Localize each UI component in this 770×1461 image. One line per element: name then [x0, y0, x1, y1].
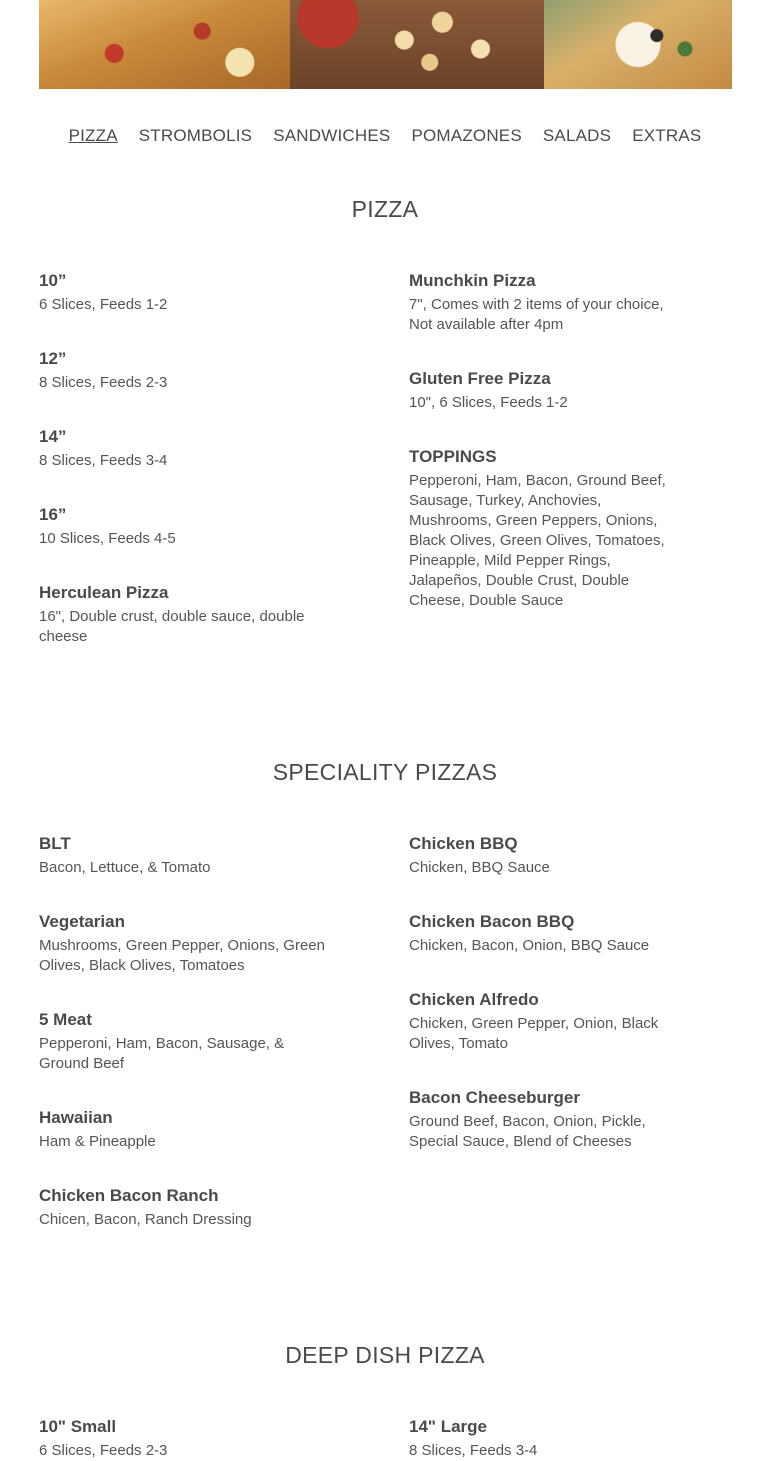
garlic-knots-photo	[290, 0, 544, 89]
item-name: Chicken BBQ	[409, 834, 518, 853]
nav-pomazones[interactable]: POMAZONES	[411, 126, 522, 145]
item-desc: Chicen, Bacon, Ranch Dressing	[39, 1211, 252, 1228]
item-name: Vegetarian	[39, 912, 125, 931]
item-name: Gluten Free Pizza	[409, 369, 551, 388]
menu-item	[409, 269, 689, 335]
item-name: Chicken Bacon Ranch	[39, 1186, 219, 1205]
menu-item	[409, 1086, 689, 1152]
section-title-speciality: SPECIALITY PIZZAS	[272, 759, 498, 785]
nav-sandwiches[interactable]: SANDWICHES	[273, 126, 391, 145]
section-title-pizza: PIZZA	[351, 196, 419, 222]
menu-item	[39, 1184, 329, 1230]
item-name: Chicken Alfredo	[409, 990, 539, 1009]
item-name: BLT	[39, 834, 71, 853]
item-name: Herculean Pizza	[39, 583, 169, 602]
item-desc: Pepperoni, Ham, Bacon, Ground Beef, Sausage, Turkey, Anchovies, Mushrooms, Green Peppers, Onions, Black Olives, Green Olives, Tomatoes, Pineapple, Mild Pepper Rings, Jalapeños, Double Crust, Double Cheese, Double Sauce	[409, 472, 666, 609]
menu-category-nav	[0, 126, 770, 146]
menu-item	[409, 910, 689, 956]
item-desc: Chicken, Green Pepper, Onion, Black Olives, Tomato	[409, 1015, 659, 1052]
item-desc: Chicken, BBQ Sauce	[409, 859, 550, 876]
item-name: 5 Meat	[39, 1010, 92, 1029]
food-photo-strip	[39, 0, 732, 89]
menu-item	[39, 1415, 329, 1461]
item-name: 10" Small	[39, 1417, 117, 1436]
menu-item	[409, 1415, 689, 1461]
item-desc: 10 Slices, Feeds 4-5	[39, 530, 176, 547]
item-desc: 10", 6 Slices, Feeds 1-2	[409, 394, 568, 411]
nav-extras[interactable]: EXTRAS	[632, 126, 702, 145]
menu-item	[39, 269, 167, 315]
menu-item	[39, 581, 329, 647]
item-name: 16”	[39, 505, 67, 524]
item-name: Bacon Cheeseburger	[409, 1088, 580, 1107]
item-desc: Bacon, Lettuce, & Tomato	[39, 859, 211, 876]
item-name: Chicken Bacon BBQ	[409, 912, 575, 931]
menu-item	[39, 347, 167, 393]
item-desc: Pepperoni, Ham, Bacon, Sausage, & Ground Beef	[39, 1035, 285, 1072]
menu-item	[39, 503, 176, 549]
menu-item	[39, 910, 329, 976]
item-name: 14”	[39, 427, 67, 446]
item-desc: Ground Beef, Bacon, Onion, Pickle, Special Sauce, Blend of Cheeses	[409, 1113, 646, 1150]
item-name: TOPPINGS	[409, 447, 497, 466]
item-desc: Chicken, Bacon, Onion, BBQ Sauce	[409, 937, 650, 954]
nav-pizza[interactable]: PIZZA	[68, 126, 118, 145]
item-name: 10”	[39, 271, 67, 290]
menu-item	[409, 445, 684, 611]
menu-item	[409, 988, 689, 1054]
item-desc: 6 Slices, Feeds 2-3	[39, 1442, 168, 1459]
item-desc: 8 Slices, Feeds 3-4	[39, 452, 168, 469]
item-desc: 8 Slices, Feeds 2-3	[39, 374, 168, 391]
nav-salads[interactable]: SALADS	[542, 126, 612, 145]
item-desc: Mushrooms, Green Pepper, Onions, Green Olives, Black Olives, Tomatoes	[39, 937, 325, 974]
menu-item	[39, 1008, 329, 1074]
calzone-photo	[544, 0, 732, 89]
menu-item	[39, 832, 329, 878]
menu-item	[409, 832, 689, 878]
item-name: 12”	[39, 349, 67, 368]
menu-item	[39, 1106, 329, 1152]
nav-strombolis[interactable]: STROMBOLIS	[138, 126, 253, 145]
item-desc: 7", Comes with 2 items of your choice, Not available after 4pm	[409, 296, 664, 333]
section-title-deep-dish: DEEP DISH PIZZA	[285, 1342, 485, 1368]
item-name: Hawaiian	[39, 1108, 113, 1127]
item-desc: 8 Slices, Feeds 3-4	[409, 1442, 538, 1459]
item-desc: 6 Slices, Feeds 1-2	[39, 296, 168, 313]
item-name: Munchkin Pizza	[409, 271, 536, 290]
item-desc: 16", Double crust, double sauce, double cheese	[39, 608, 305, 645]
menu-item	[39, 425, 167, 471]
stromboli-photo	[39, 0, 290, 89]
menu-item	[409, 367, 689, 413]
item-desc: Ham & Pineapple	[39, 1133, 156, 1150]
item-name: 14" Large	[409, 1417, 487, 1436]
